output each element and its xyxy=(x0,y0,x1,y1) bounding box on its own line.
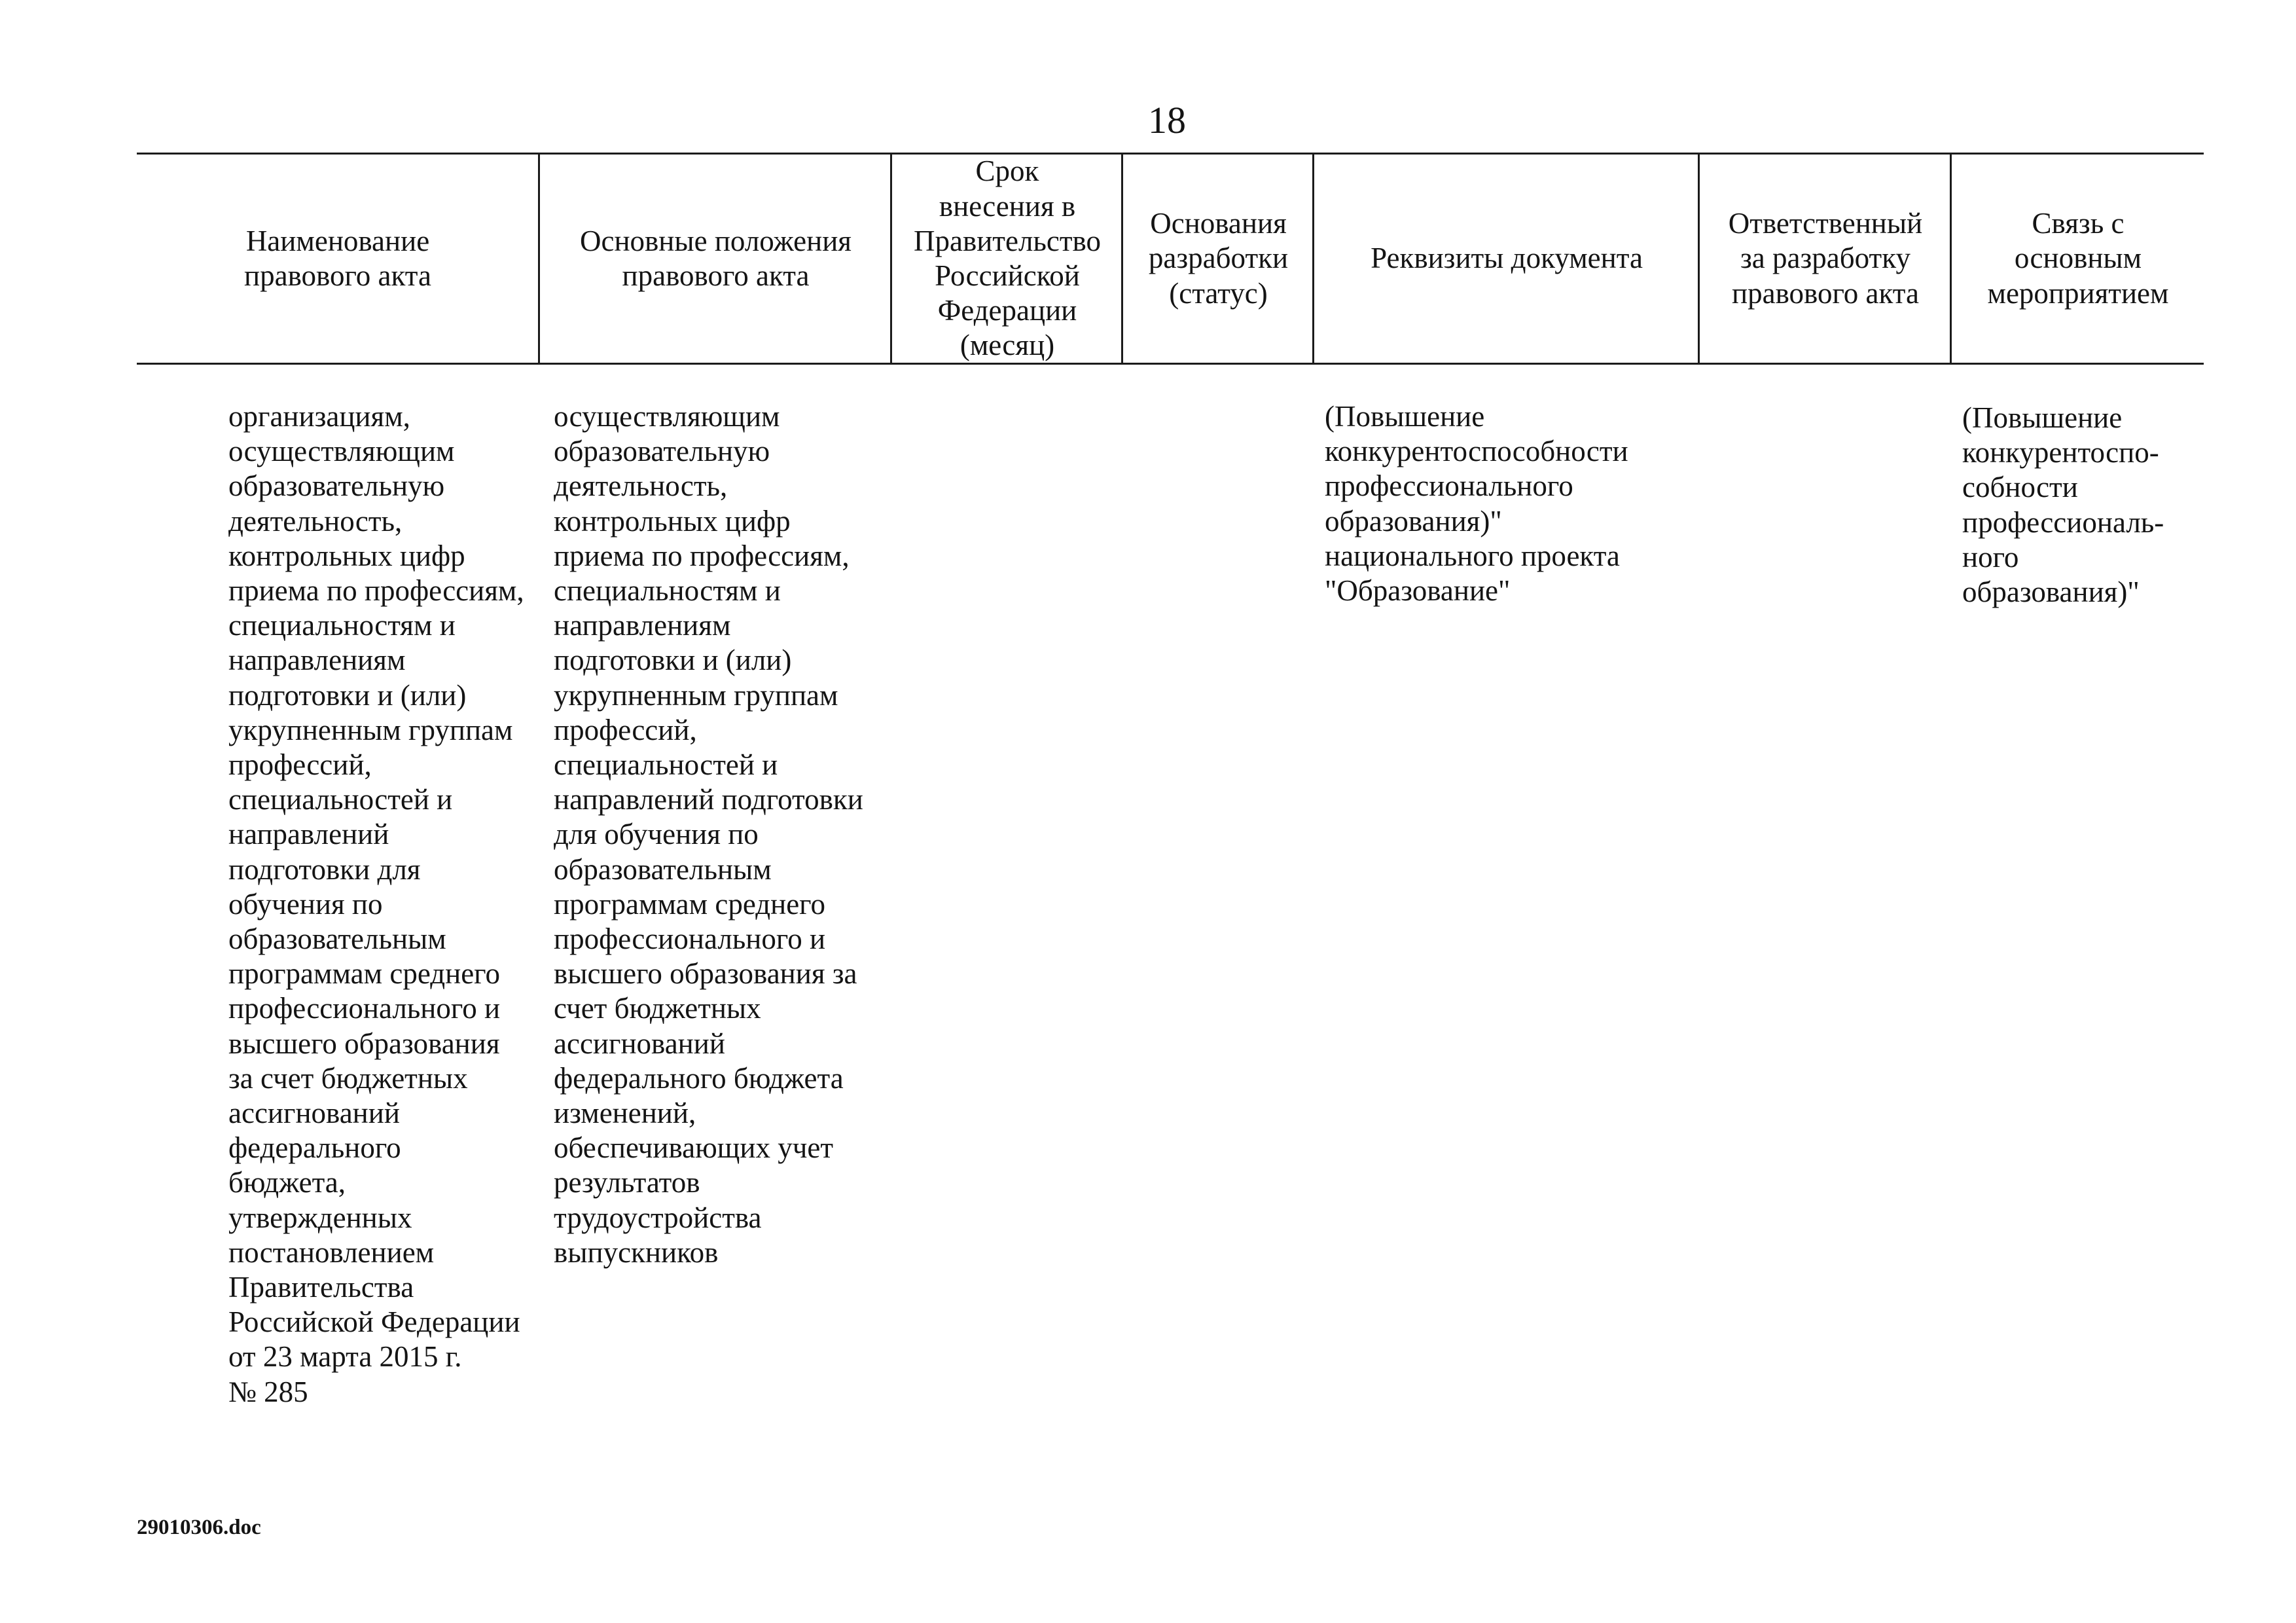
cell-text-line: осуществляющим xyxy=(228,435,455,468)
cell-text-line: образовательную xyxy=(554,435,770,468)
cell-text-line: ассигнований xyxy=(228,1097,400,1130)
header-text-line: разработки xyxy=(1148,242,1289,275)
cell-text-line: собности xyxy=(1962,471,2078,504)
cell-text-line: укрупненным группам xyxy=(228,713,513,746)
table-header-bottom-rule xyxy=(137,363,2204,365)
header-main-provisions xyxy=(541,155,891,363)
cell-text-line: бюджета, xyxy=(228,1166,346,1199)
cell-text-line: образования)" xyxy=(1962,575,2140,609)
header-text-line: Федерации xyxy=(937,294,1077,327)
cell-text-line: Российской Федерации xyxy=(228,1305,520,1339)
cell-text-line: для обучения по xyxy=(554,818,759,851)
cell-act-name xyxy=(228,399,524,1410)
cell-text-line: ассигнований xyxy=(554,1027,725,1060)
cell-text-line: "Образование" xyxy=(1325,574,1511,608)
cell-text-line: выпускников xyxy=(554,1235,719,1269)
cell-text-line: специальностей и xyxy=(228,783,453,816)
cell-text-line: специальностям и xyxy=(228,609,456,642)
cell-text-line: ного xyxy=(1962,540,2019,574)
cell-text-line: приема по профессиям, xyxy=(228,574,524,608)
cell-text-line: высшего образования xyxy=(228,1027,500,1060)
cell-text-line: направлениям xyxy=(554,609,731,642)
cell-text-line: программам среднего xyxy=(554,887,825,921)
header-text-line: мероприятием xyxy=(1987,276,2169,310)
cell-text-line: национального проекта xyxy=(1325,539,1620,572)
cell-text-line: профессиональ- xyxy=(1962,505,2164,539)
header-text-line: (месяц) xyxy=(960,329,1055,362)
cell-text-line: организациям, xyxy=(228,400,410,433)
header-document-details xyxy=(1315,155,1698,363)
cell-text-line: результатов xyxy=(554,1166,700,1199)
cell-text-line: изменений, xyxy=(554,1097,696,1130)
cell-text-line: направлений подготовки xyxy=(554,783,863,816)
cell-text-line: профессионального xyxy=(1325,469,1573,503)
cell-text-line: профессионального и xyxy=(554,922,826,956)
cell-text-line: приема по профессиям, xyxy=(554,539,850,572)
header-submission-deadline xyxy=(893,155,1122,363)
cell-text-line: контрольных цифр xyxy=(554,504,791,538)
cell-text-line: направлениям xyxy=(228,644,406,677)
header-text-line: Основные положения xyxy=(580,224,852,257)
cell-text-line: образовательную xyxy=(228,469,445,503)
cell-text-line: высшего образования за xyxy=(554,957,857,991)
header-text-line: Основания xyxy=(1150,207,1287,240)
cell-text-line: обучения по xyxy=(228,887,383,921)
cell-document-details xyxy=(1325,399,1628,608)
cell-text-line: образовательным xyxy=(228,922,446,956)
cell-text-line: укрупненным группам xyxy=(554,678,838,712)
cell-text-line: федерального бюджета xyxy=(554,1061,844,1095)
header-text-line: Правительство xyxy=(914,224,1101,257)
cell-text-line: подготовки и (или) xyxy=(228,678,467,712)
header-text-line: внесения в xyxy=(939,189,1076,223)
cell-text-line: деятельность, xyxy=(554,469,728,503)
cell-text-line: Правительства xyxy=(228,1271,414,1304)
header-text-line: (статус) xyxy=(1169,276,1268,310)
cell-text-line: конкурентоспо- xyxy=(1962,436,2159,469)
cell-text-line: постановлением xyxy=(228,1235,435,1269)
cell-text-line: профессионального и xyxy=(228,992,501,1025)
cell-text-line: подготовки для xyxy=(228,852,421,886)
header-text-line: Реквизиты документа xyxy=(1371,242,1643,275)
cell-link-to-activity xyxy=(1962,401,2164,610)
cell-text-line: обеспечивающих учет xyxy=(554,1131,834,1165)
cell-text-line: направлений xyxy=(228,818,389,851)
cell-text-line: специальностям и xyxy=(554,574,781,608)
header-text-line: Срок xyxy=(975,155,1039,188)
cell-text-line: (Повышение xyxy=(1325,400,1485,433)
cell-text-line: образовательным xyxy=(554,852,772,886)
cell-text-line: федерального xyxy=(228,1131,401,1165)
cell-text-line: осуществляющим xyxy=(554,400,780,433)
header-text-line: Ответственный xyxy=(1728,207,1923,240)
header-text-line: правового акта xyxy=(1732,276,1919,310)
cell-text-line: деятельность, xyxy=(228,504,403,538)
cell-text-line: за счет бюджетных xyxy=(228,1061,468,1095)
header-text-line: Российской xyxy=(935,259,1080,292)
header-act-name xyxy=(137,155,539,363)
cell-text-line: № 285 xyxy=(228,1375,308,1408)
header-text-line: правового акта xyxy=(244,259,431,292)
cell-text-line: (Повышение xyxy=(1962,401,2123,434)
cell-text-line: подготовки и (или) xyxy=(554,644,792,677)
cell-text-line: профессий, xyxy=(554,713,697,746)
header-text-line: Наименование xyxy=(245,224,430,257)
cell-text-line: контрольных цифр xyxy=(228,539,465,572)
header-responsible xyxy=(1700,155,1950,363)
cell-text-line: конкурентоспособности xyxy=(1325,435,1628,468)
header-development-basis xyxy=(1124,155,1313,363)
cell-text-line: счет бюджетных xyxy=(554,992,761,1025)
cell-text-line: программам среднего xyxy=(228,957,500,991)
header-text-line: Связь с xyxy=(2032,207,2125,240)
cell-text-line: от 23 марта 2015 г. xyxy=(228,1340,462,1374)
page-number: 18 xyxy=(1148,99,1186,141)
cell-text-line: образования)" xyxy=(1325,504,1502,538)
cell-text-line: утвержденных xyxy=(228,1201,412,1234)
header-link-to-activity xyxy=(1952,155,2204,363)
header-text-line: основным xyxy=(2014,242,2142,275)
cell-main-provisions xyxy=(554,399,863,1270)
header-text-line: правового акта xyxy=(622,259,810,292)
cell-text-line: специальностей и xyxy=(554,748,778,782)
cell-text-line: трудоустройства xyxy=(554,1201,762,1234)
header-text-line: за разработку xyxy=(1740,242,1910,275)
document-filename: 29010306.doc xyxy=(137,1516,261,1539)
cell-text-line: профессий, xyxy=(228,748,372,782)
